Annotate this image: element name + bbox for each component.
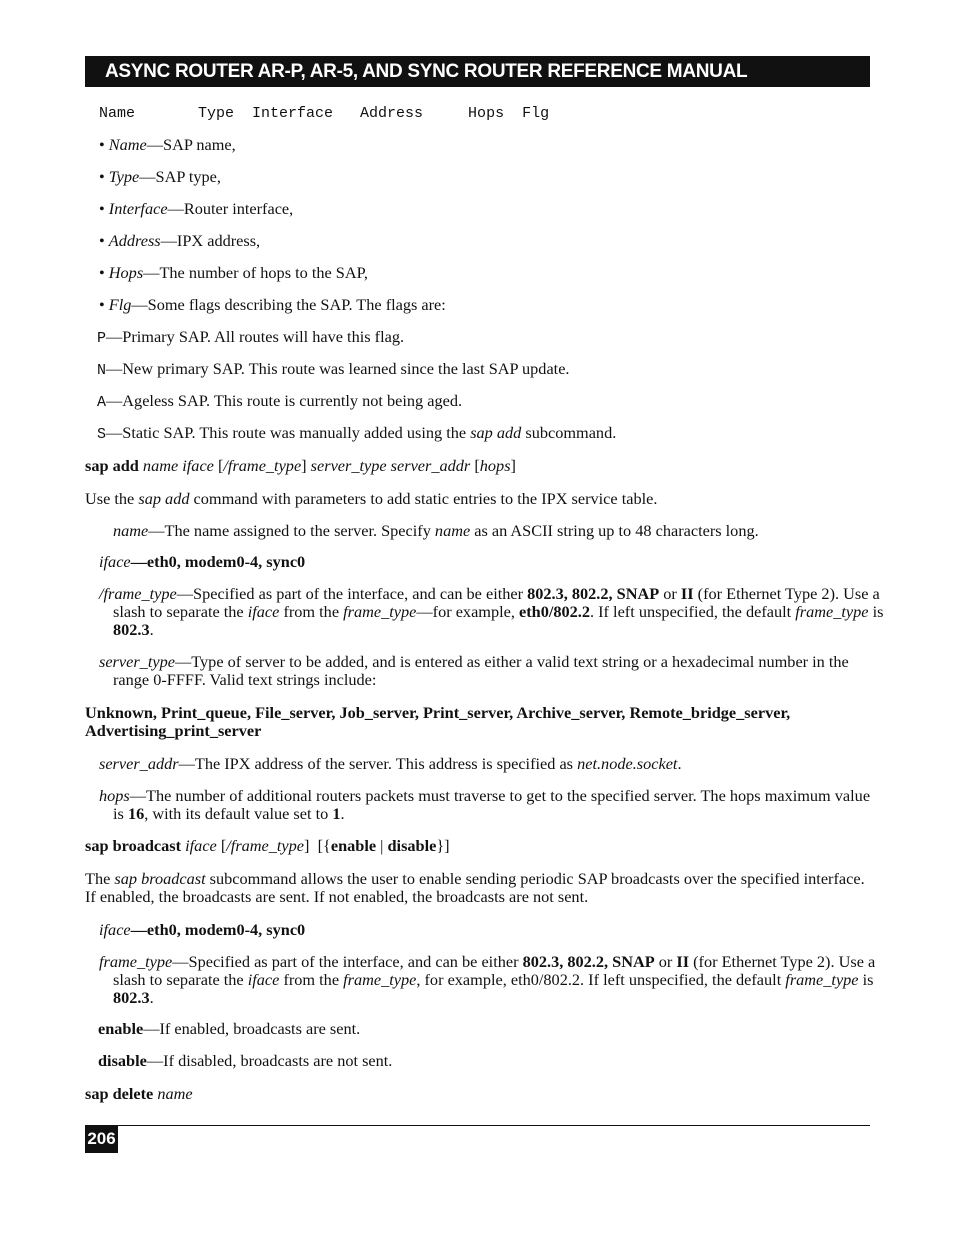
running-header: ASYNC ROUTER AR-P, AR-5, AND SYNC ROUTER REFERENCE MANUAL [85, 56, 870, 87]
field-bullet-type: • Type—SAP type, [99, 168, 221, 186]
sap-add-param-iface: iface—eth0, modem0-4, sync0 [99, 552, 306, 571]
field-bullet-address: • Address—IPX address, [99, 232, 260, 250]
sap-table-header: Name Type Interface Address Hops Flg [99, 105, 550, 122]
field-bullet-flg: • Flg—Some flags describing the SAP. The flags are: [99, 296, 446, 314]
sap-broadcast-intro: The sap broadcast subcommand allows the user to enable sending periodic SAP broadcasts over the specified interface. If enabled, the broadcasts are sent. If not enabled, the broadcasts are not sent. [85, 869, 865, 906]
sap-add-param-hops: hops—The number of additional routers packets must traverse to get to the specified server. The hops maximum value is 16, with its default value set to 1. [99, 786, 871, 823]
sap-broadcast-param-iface: iface—eth0, modem0-4, sync0 [99, 920, 306, 939]
sap-broadcast-param-disable: disable—If disabled, broadcasts are not sent. [98, 1051, 393, 1070]
sap-add-param-server-type: server_type—Type of server to be added, and is entered as either a valid text string or a hexadecimal number in the range 0-FFFF. Valid text strings include: [99, 652, 849, 689]
valid-server-types: Unknown, Print_queue, File_server, Job_server, Print_server, Archive_server, Remote_bridge_server, Advertising_print_server [85, 703, 791, 740]
sap-broadcast-param-frame-type: frame_type—Specified as part of the interface, and can be either 802.3, 802.2, SNAP or II (for Ethernet Type 2). Use a slash to separate the iface from the frame_type, for example, eth0/802.2. If left unspecified, the default frame_type is 802.3. [99, 952, 876, 1007]
sap-add-syntax: sap add name iface [/frame_type] server_type server_addr [hops] [85, 456, 516, 475]
flag-ageless: A—Ageless SAP. This route is currently not being aged. [97, 391, 463, 411]
sap-broadcast-param-enable: enable—If enabled, broadcasts are sent. [98, 1019, 361, 1038]
sap-add-param-name: name—The name assigned to the server. Specify name as an ASCII string up to 48 characters long. [113, 521, 759, 540]
sap-add-param-server-addr: server_addr—The IPX address of the server. This address is specified as net.node.socket. [99, 754, 682, 773]
flag-primary: P—Primary SAP. All routes will have this flag. [97, 327, 405, 347]
sap-add-param-frame-type: /frame_type—Specified as part of the interface, and can be either 802.3, 802.2, SNAP or II (for Ethernet Type 2). Use a slash to separate the iface from the frame_type—for example, eth0/802.2. If left unspecified, the default frame_type is 802.3. [99, 584, 884, 639]
field-bullet-hops: • Hops—The number of hops to the SAP, [99, 264, 368, 282]
field-bullet-name: • Name—SAP name, [99, 136, 236, 154]
page-number: 206 [85, 1125, 118, 1153]
flag-new-primary: N—New primary SAP. This route was learned since the last SAP update. [97, 359, 570, 379]
footer-rule [85, 1125, 870, 1126]
sap-broadcast-syntax: sap broadcast iface [/frame_type] [{enable | disable}] [85, 836, 450, 855]
flag-static: S—Static SAP. This route was manually added using the sap add subcommand. [97, 423, 617, 443]
sap-delete-syntax: sap delete name [85, 1084, 193, 1103]
sap-add-intro: Use the sap add command with parameters to add static entries to the IPX service table. [85, 489, 658, 508]
field-bullet-interface: • Interface—Router interface, [99, 200, 293, 218]
